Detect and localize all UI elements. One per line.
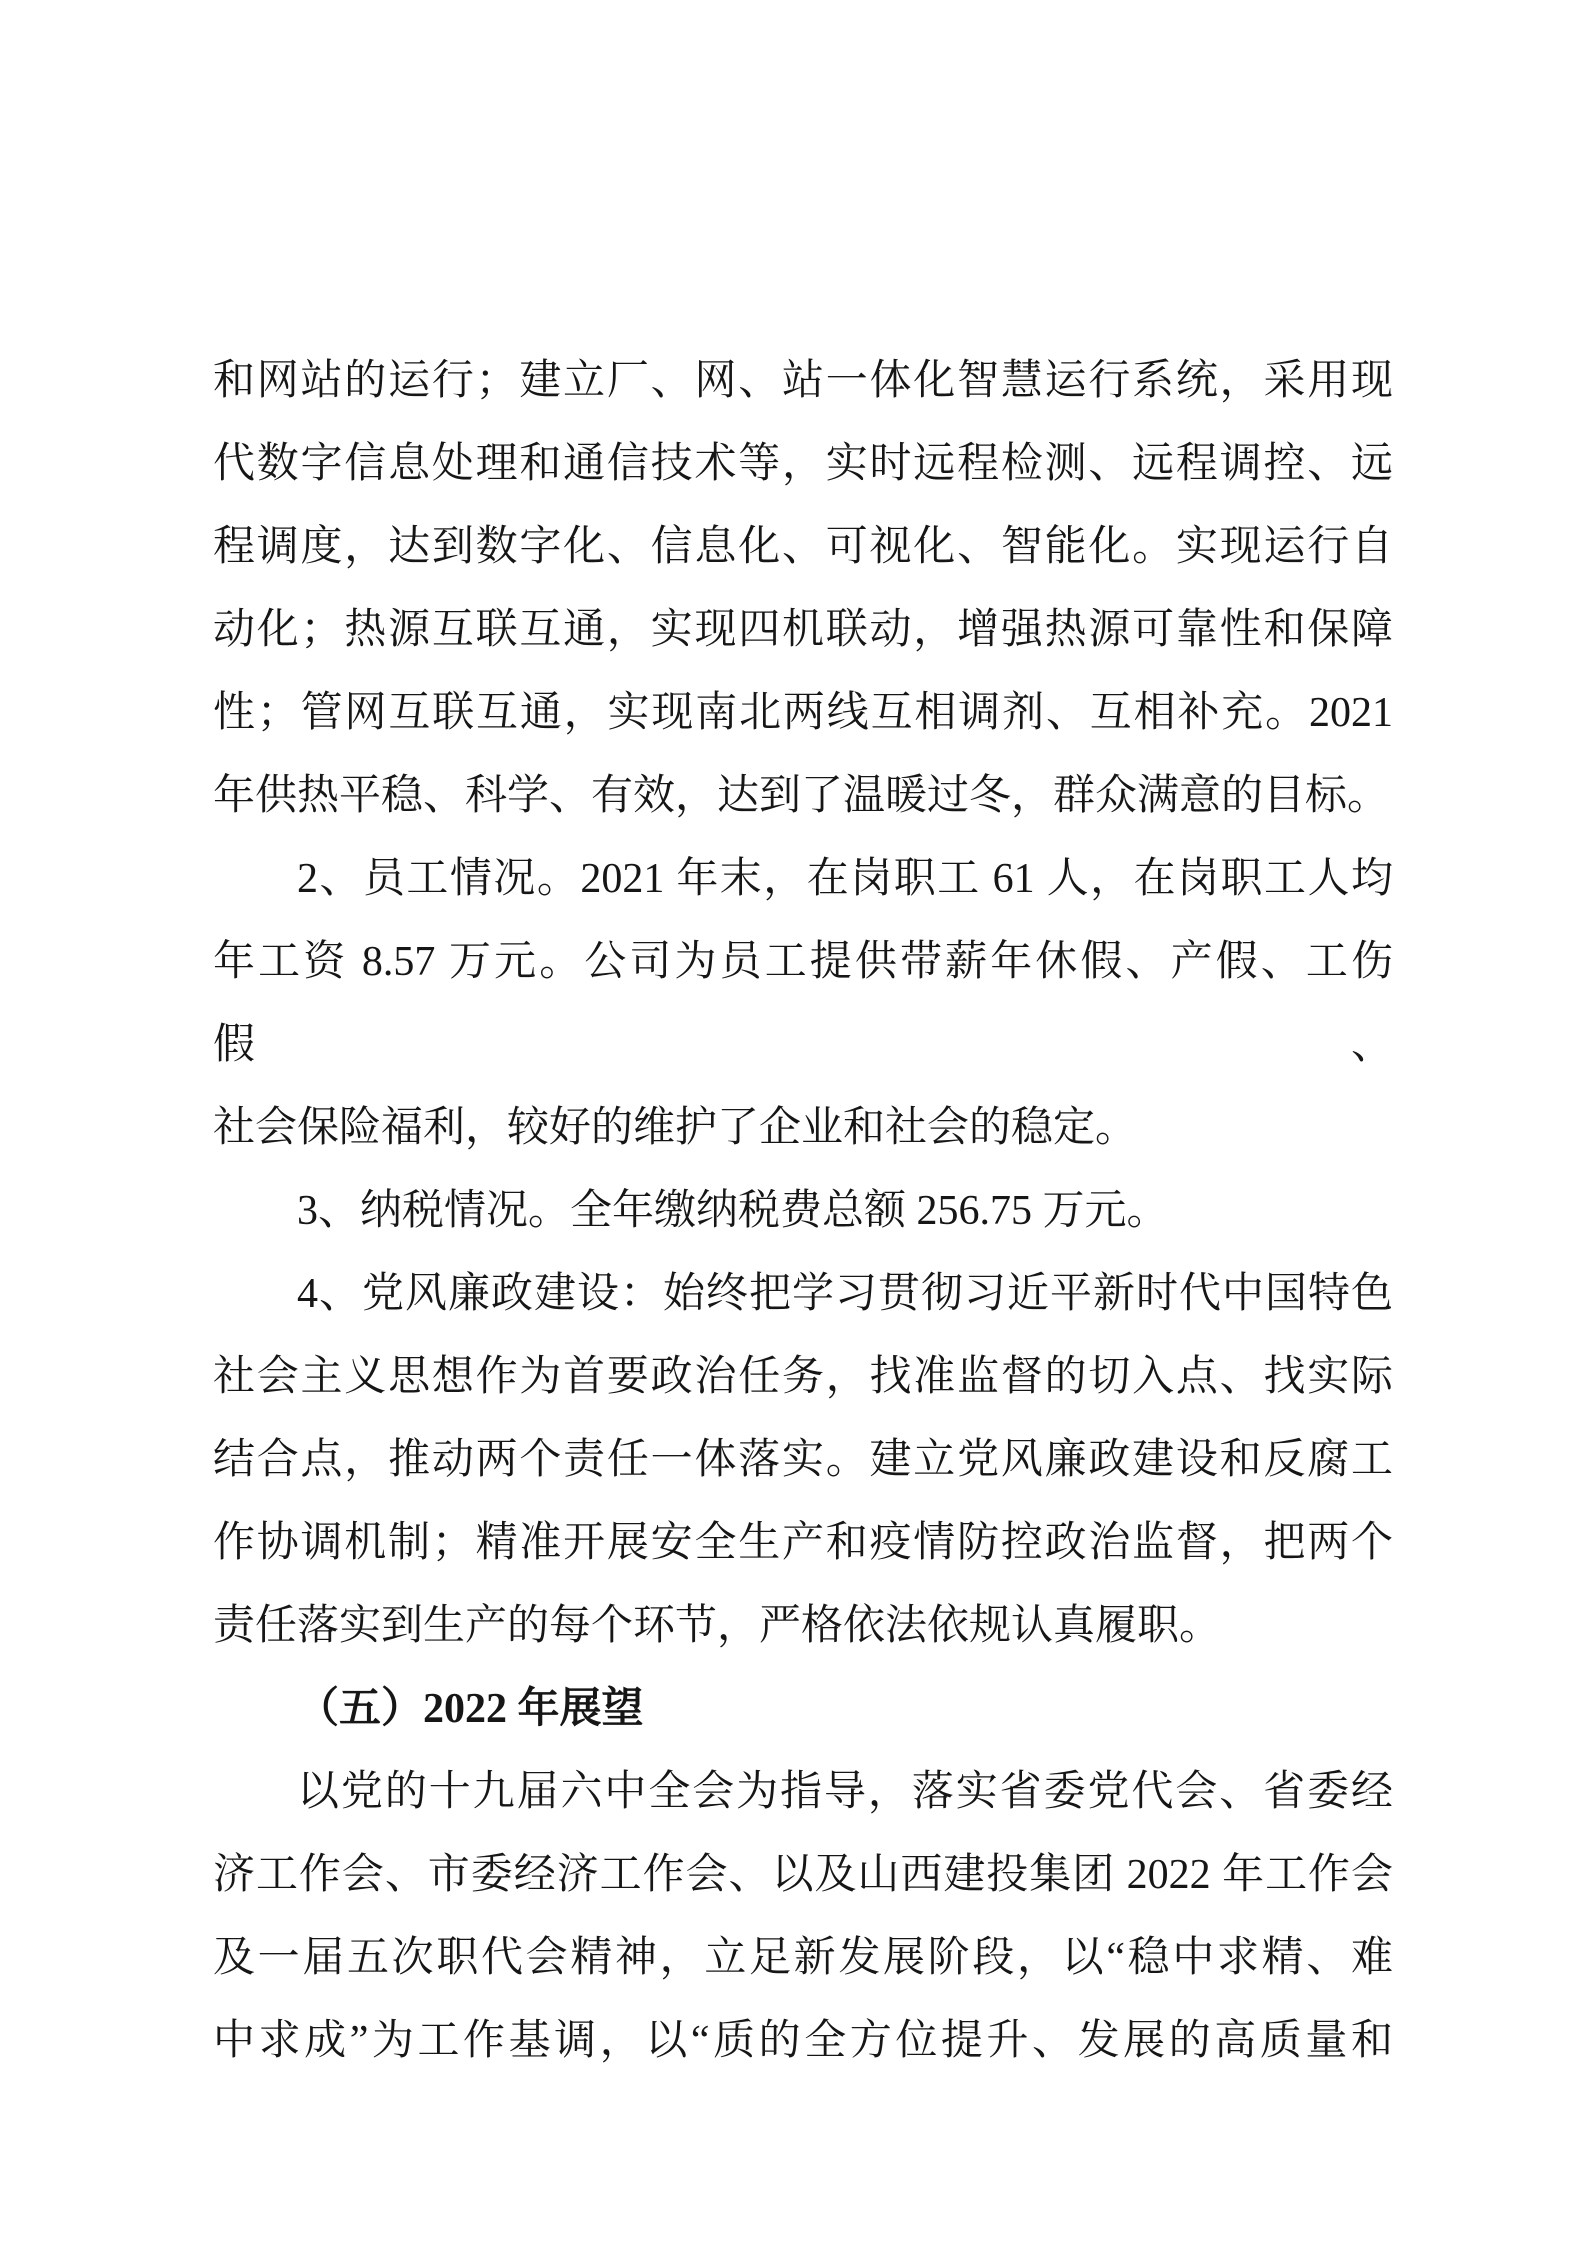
text-line: 社会保险福利，较好的维护了企业和社会的稳定。 [213,1105,1138,1151]
text-line: 3、纳税情况。全年缴纳税费总额 256.75 万元。 [297,1188,1169,1234]
text-line: 济工作会、市委经济工作会、以及山西建投集团 2022 年工作会 [213,1852,1393,1898]
section-heading: （五）2022 年展望 [297,1686,644,1732]
text-line: 结合点，推动两个责任一体落实。建立党风廉政建设和反腐工 [213,1437,1393,1483]
text-line: 作协调机制；精准开展安全生产和疫情防控政治监督，把两个 [213,1520,1393,1566]
text-line: 4、党风廉政建设：始终把学习贯彻习近平新时代中国特色 [297,1271,1393,1317]
text-line: 及一届五次职代会精神，立足新发展阶段，以“稳中求精、难 [213,1935,1393,1981]
text-line: 2、员工情况。2021 年末，在岗职工 61 人，在岗职工人均 [297,856,1393,902]
text-line: 年供热平稳、科学、有效，达到了温暖过冬，群众满意的目标。 [213,773,1390,819]
text-line: 中求成”为工作基调，以“质的全方位提升、发展的高质量和 [213,2018,1393,2064]
text-line: 以党的十九届六中全会为指导，落实省委党代会、省委经 [297,1769,1393,1815]
text-line: 代数字信息处理和通信技术等，实时远程检测、远程调控、远 [213,441,1393,487]
text-line: 动化；热源互联互通，实现四机联动，增强热源可靠性和保障 [213,607,1393,653]
text-line: 程调度，达到数字化、信息化、可视化、智能化。实现运行自 [213,524,1393,570]
text-line: 年工资 8.57 万元。公司为员工提供带薪年休假、产假、工伤假、 [213,939,1393,1068]
text-line: 和网站的运行；建立厂、网、站一体化智慧运行系统，采用现 [213,358,1393,404]
text-line: 性；管网互联互通，实现南北两线互相调剂、互相补充。2021 [213,690,1393,736]
page-text-block [213,340,1393,2083]
text-line: 责任落实到生产的每个环节，严格依法依规认真履职。 [213,1603,1222,1649]
text-line: 社会主义思想作为首要政治任务，找准监督的切入点、找实际 [213,1354,1393,1400]
